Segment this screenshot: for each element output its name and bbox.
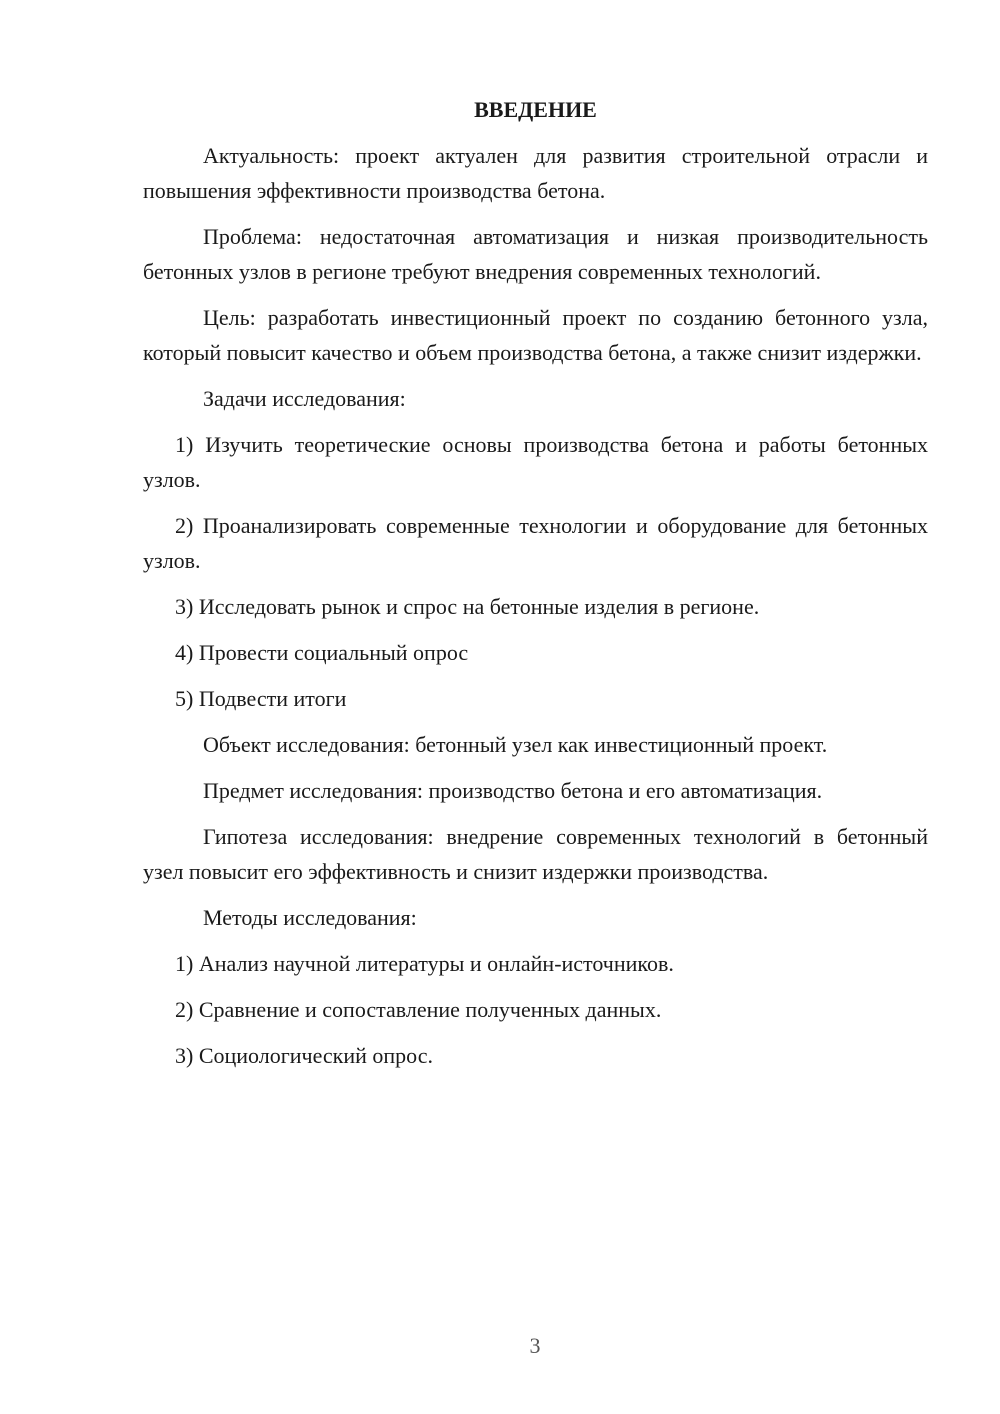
method-item: 1) Анализ научной литературы и онлайн-источников. [175, 951, 674, 976]
paragraph-problem: Проблема: недостаточная автоматизация и низкая производительность бетонных узлов в регионе требуют внедрения современных технологий. [143, 224, 928, 284]
paragraph-relevance: Актуальность: проект актуален для развития строительной отрасли и повышения эффективности производства бетона. [143, 143, 928, 203]
task-item: 4) Провести социальный опрос [175, 640, 469, 665]
task-item: 5) Подвести итоги [175, 686, 347, 711]
method-item: 3) Социологический опрос. [175, 1043, 433, 1068]
paragraph-subject: Предмет исследования: производство бетона и его автоматизация. [203, 778, 823, 803]
paragraph-hypothesis: Гипотеза исследования: внедрение современных технологий в бетонный узел повысит его эффективность и снизит издержки производства. [143, 824, 928, 884]
page-number: 3 [529, 1333, 541, 1358]
methods-heading: Методы исследования: [203, 905, 417, 930]
method-item: 2) Сравнение и сопоставление полученных данных. [175, 997, 662, 1022]
task-item: 2) Проанализировать современные технологии и оборудование для бетонных узлов. [143, 513, 928, 573]
task-item: 3) Исследовать рынок и спрос на бетонные изделия в регионе. [175, 594, 760, 619]
paragraph-object: Объект исследования: бетонный узел как инвестиционный проект. [203, 732, 828, 757]
page-content [143, 92, 928, 1084]
task-item: 1) Изучить теоретические основы производства бетона и работы бетонных узлов. [143, 432, 928, 492]
paragraph-goal: Цель: разработать инвестиционный проект по созданию бетонного узла, который повысит качество и объем производства бетона, а также снизит издержки. [143, 305, 928, 365]
page-title: ВВЕДЕНИЕ [474, 97, 597, 122]
tasks-heading: Задачи исследования: [203, 386, 406, 411]
